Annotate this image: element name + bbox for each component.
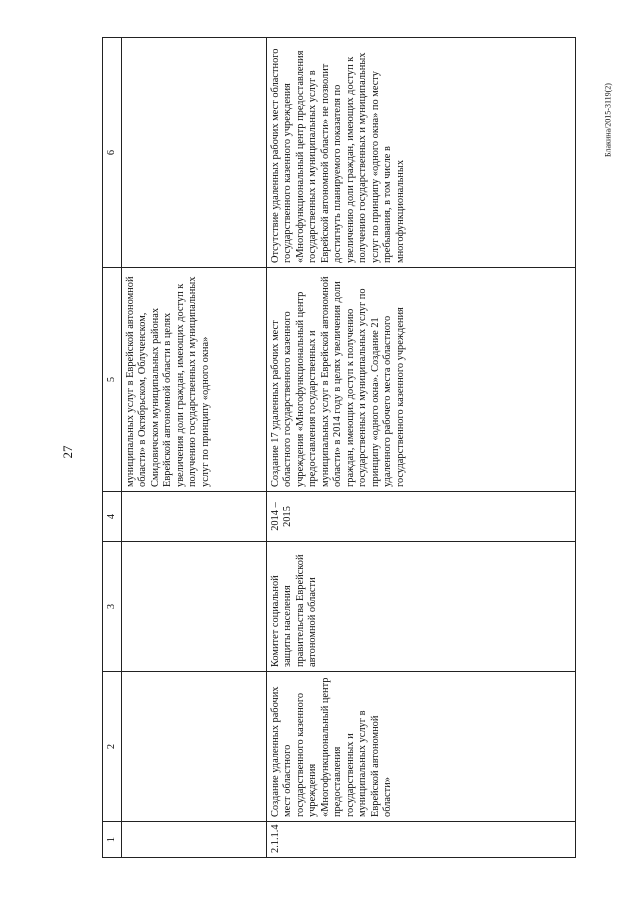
cell-num: 2.1.1.4	[267, 822, 576, 858]
cell-executor	[122, 542, 267, 672]
measures-table	[102, 37, 576, 858]
cell-num	[122, 822, 267, 858]
document-footer-id: Блакина/2015-3119(2)	[603, 83, 613, 157]
cell-event	[122, 672, 267, 822]
cell-period: 2014 – 2015	[267, 492, 576, 542]
cell-result: муниципальных услуг в Еврейской автономной области» в Октябрьском, Облученском, Смидовичском муниципальных районах Еврейской автономной области в целях увеличения доли граждан, имеющих доступ к получению государственных и муниципальных услуг по принципу «одного окна»	[122, 268, 267, 492]
table-stage	[102, 38, 576, 858]
table-row	[122, 38, 267, 858]
header-col-5: 5	[103, 268, 122, 492]
table-row	[267, 38, 576, 858]
cell-consequence	[122, 38, 267, 268]
cell-event: Создание удаленных рабочих мест областного государственного казенного учреждения «Многофункциональный центр предоставления государственных и муниципальных услуг в Еврейской автономной области»	[267, 672, 576, 822]
header-col-4: 4	[103, 492, 122, 542]
cell-consequence: Отсутствие удаленных рабочих мест областного государственного казенного учреждения «Многофункциональный центр предоставления государственных и муниципальных услуг в Еврейской автономной области» не позволит достигнуть планируемого показателя по увеличению доли граждан, имеющих доступ к получению государственных и муниципальных услуг по принципу «одного окна» по месту пребывания, в том числе в многофункциональных	[267, 38, 576, 268]
header-col-6: 6	[103, 38, 122, 268]
rotated-table-container	[102, 38, 576, 858]
cell-period	[122, 492, 267, 542]
header-col-1: 1	[103, 822, 122, 858]
header-col-2: 2	[103, 672, 122, 822]
cell-executor: Комитет социальной защиты населения правительства Еврейской автономной области	[267, 542, 576, 672]
header-col-3: 3	[103, 542, 122, 672]
table-header-row	[103, 38, 122, 858]
cell-result: Создание 17 удаленных рабочих мест областного государственного казенного учреждения «Многофункциональный центр предоставления государственных и муниципальных услуг в Еврейской автономной области» в 2014 году в целях увеличения доли граждан, имеющих доступ к получению государственных и муниципальных услуг по принципу «одного окна». Создание 21 удаленного рабочего места областного государственного казенного учреждения	[267, 268, 576, 492]
page-number: 27	[60, 445, 75, 459]
